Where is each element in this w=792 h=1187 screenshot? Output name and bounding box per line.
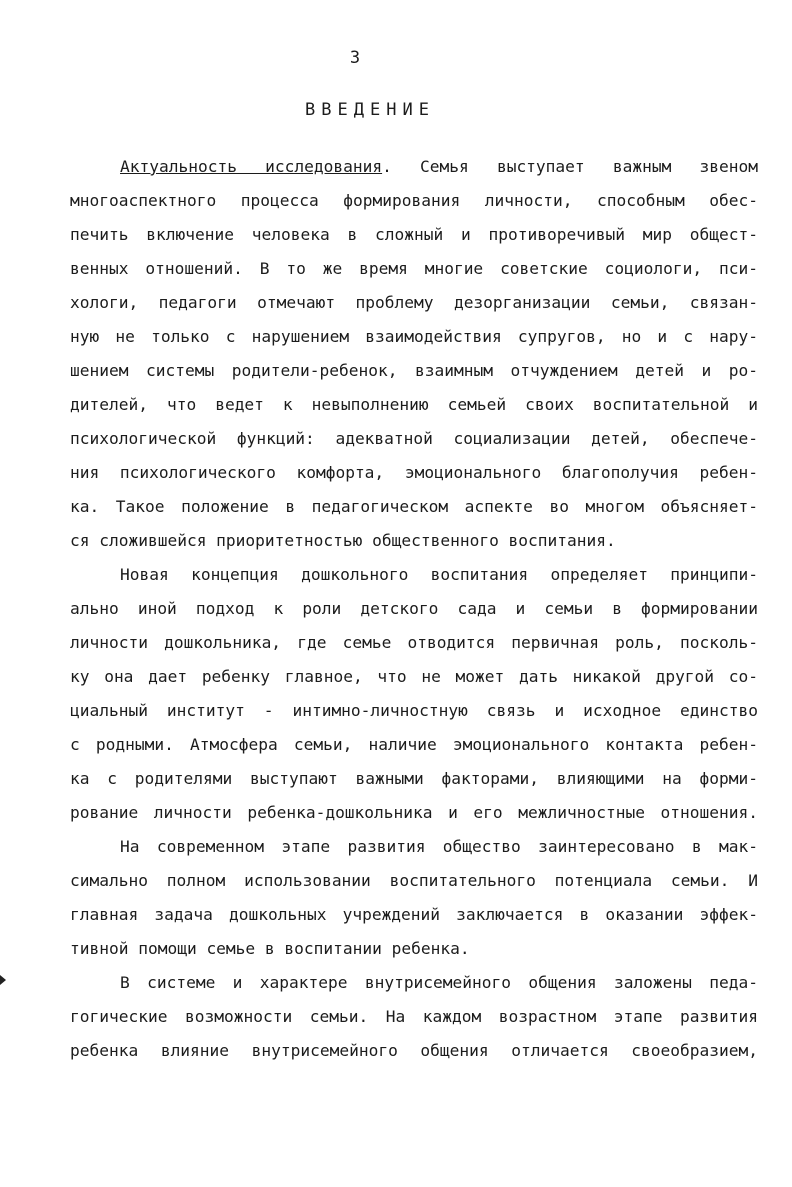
topic-relevance-lead: Актуальность исследования	[120, 157, 383, 176]
text-line: ребенка влияние внутрисемейного общения отличается своеобразием,	[70, 1041, 758, 1060]
text-line: ния психологического комфорта, эмоционального благополучия ребен-	[70, 463, 758, 482]
margin-mark	[0, 975, 6, 985]
text-line: В системе и характере внутрисемейного общения заложены педа-	[120, 973, 758, 992]
text-line: с родными. Атмосфера семьи, наличие эмоционального контакта ребен-	[70, 735, 758, 754]
text-line: личности дошкольника, где семье отводится первичная роль, посколь-	[70, 633, 758, 652]
text-line: печить включение человека в сложный и противоречивый мир общест-	[70, 225, 758, 244]
text-line: тивной помощи семье в воспитании ребенка.	[70, 939, 470, 958]
text-line: На современном этапе развития общество заинтересовано в мак-	[120, 837, 758, 856]
page-number: 3	[349, 48, 361, 68]
text-line: рование личности ребенка-дошкольника и его межличностные отношения.	[70, 803, 758, 822]
text-line: хологи, педагоги отмечают проблему дезорганизации семьи, связан-	[70, 293, 758, 312]
text-line: венных отношений. В то же время многие советские социологи, пси-	[70, 259, 758, 278]
text-line: ка с родителями выступают важными факторами, влияющими на форми-	[70, 769, 758, 788]
text-line: Новая концепция дошкольного воспитания определяет принципи-	[120, 565, 758, 584]
text-line: циальный институт - интимно-личностную связь и исходное единство	[70, 701, 758, 720]
text-line: симально полном использовании воспитательного потенциала семьи. И	[70, 871, 758, 890]
text-line: дителей, что ведет к невыполнению семьей своих воспитательной и	[70, 395, 758, 414]
text-line: главная задача дошкольных учреждений заключается в оказании эффек-	[70, 905, 758, 924]
text-line: ка. Такое положение в педагогическом аспекте во многом объясняет-	[70, 497, 758, 516]
body-text	[70, 150, 758, 1068]
text-line: шением системы родители-ребенок, взаимным отчуждением детей и ро-	[70, 361, 758, 380]
text-line: ся сложившейся приоритетностью общественного воспитания.	[70, 531, 616, 550]
text-line	[70, 150, 758, 184]
text-line: ку она дает ребенку главное, что не может дать никакой другой со-	[70, 667, 758, 686]
text-line: гогические возможности семьи. На каждом возрастном этапе развития	[70, 1007, 758, 1026]
text-line: ную не только с нарушением взаимодействия супругов, но и с нару-	[70, 327, 758, 346]
section-heading: ВВЕДЕНИЕ	[305, 100, 435, 120]
text-line: психологической функций: адекватной социализации детей, обеспече-	[70, 429, 758, 448]
text-line: многоаспектного процесса формирования личности, способным обес-	[70, 191, 758, 210]
text-line: ально иной подход к роли детского сада и семьи в формировании	[70, 599, 758, 618]
text-fragment: . Семья выступает важным звеном	[382, 157, 758, 176]
